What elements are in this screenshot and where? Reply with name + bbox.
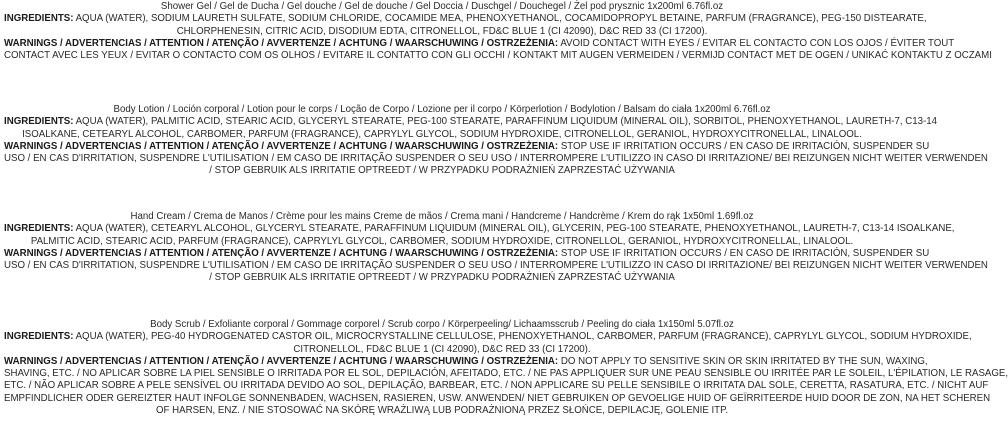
shower-gel-warnings-line-2: CONTACT AVEC LES YEUX / EVITAR O CONTACTO COM OS OLHOS / EVITARE IL CONTATTO CON GLI OCCHI / KONTAKT MIT AUGEN VERMEIDEN / VERMIJD CONTACT MET DE OGEN / UNIKAĆ KONTAKTU Z OCZAMI	[4, 50, 992, 62]
hand-cream-warnings-line-2: USO / EN CAS D'IRRITATION, SUSPENDRE L'UTILISATION / EM CASO DE IRRITAÇÃO SUSPENDER O SEU USO / INTERROMPERE L'UTILIZZO IN CASO DI IRRITAZIONE/ BEI REIZUNGEN NICHT WEITER VERWENDEN	[4, 260, 988, 272]
ingredients-text: AQUA (WATER), PALMITIC ACID, STEARIC ACID, GLYCERYL STEARATE, PEG-100 STEARATE, PARAFFINUM LIQUIDUM (MINERAL OIL), SORBITOL, PHENOXYETHANOL, LAURETH-7, C13-14	[73, 116, 938, 128]
warnings-label: WARNINGS / ADVERTENCIAS / ATTENTION / ATENÇÃO / AVVERTENZE / ACHTUNG / WAARSCHUWING / OSTRZEŻENIA:	[4, 37, 559, 49]
body-lotion-warnings-line-3: / STOP GEBRUIK ALS IRRITATIE OPTREEDT / W PRZYPADKU PODRAŻNIEŃ ZAPRZESTAĆ UŻYWANIA	[209, 165, 675, 177]
warnings-label: WARNINGS / ADVERTENCIAS / ATTENTION / ATENÇÃO / AVVERTENZE / ACHTUNG / WAARSCHUWING / OSTRZEŻENIA:	[4, 355, 559, 367]
body-lotion-warnings-line	[4, 140, 930, 153]
shower-gel-section	[4, 1, 992, 62]
ingredients-label: INGREDIENTS:	[4, 13, 74, 25]
hand-cream-section	[4, 211, 988, 285]
body-scrub-warnings-line-4: EMPFINDLICHER ODER GEREIZTER HAUT INFOLGE SONNENBADEN, WACHSEN, RASIEREN, USW. ANWENDEN/ NIET GEBRUIKEN OP GEVOELIGE HUID OF GEÏRRITEERDE HUID DOOR DE ZON, NA HET SCHEREN	[4, 392, 991, 404]
warnings-text: STOP USE IF IRRITATION OCCURS / EN CASO DE IRRITACIÓN, SUSPENDER SU	[558, 247, 930, 259]
body-scrub-title: Body Scrub / Exfoliante corporal / Gommage corporel / Scrub corpo / Körperpeeling/ Lichaamsscrub / Peeling do ciała 1x150ml 5.07fl.oz	[150, 319, 734, 330]
warnings-label: WARNINGS / ADVERTENCIAS / ATTENTION / ATENÇÃO / AVVERTENZE / ACHTUNG / WAARSCHUWING / OSTRZEŻENIA:	[4, 140, 559, 152]
shower-gel-ingredients-line-2: CHLORPHENESIN, CITRIC ACID, DISODIUM EDTA, CITRONELLOL, FD&C BLUE 1 (CI 42090), D&C RED 33 (CI 17200).	[176, 25, 708, 37]
ingredients-text: AQUA (WATER), CETEARYL ALCOHOL, GLYCERYL STEARATE, PARAFFINUM LIQUIDUM (MINERAL OIL), GLYCERIN, PEG-100 STEARATE, PHENOXYETHANOL, LAURETH-7, C13-14 ISOALKANE,	[73, 223, 955, 235]
warnings-text: STOP USE IF IRRITATION OCCURS / EN CASO DE IRRITACIÓN, SUSPENDER SU	[558, 140, 930, 152]
hand-cream-ingredients-line	[4, 223, 955, 235]
warnings-label: WARNINGS / ADVERTENCIAS / ATTENTION / ATENÇÃO / AVVERTENZE / ACHTUNG / WAARSCHUWING / OSTRZEŻENIA:	[4, 247, 559, 259]
ingredients-text: AQUA (WATER), PEG-40 HYDROGENATED CASTOR OIL, MICROCRYSTALLINE CELLULOSE, PHENOXYETHANOL, CARBOMER, PARFUM (FRAGRANCE), CAPRYLYL GLYCOL, SODIUM HYDROXIDE,	[73, 331, 972, 343]
body-scrub-section	[4, 319, 1008, 417]
hand-cream-ingredients-line-2: PALMITIC ACID, STEARIC ACID, PARFUM (FRAGRANCE), CAPRYLYL GLYCOL, CARBOMER, SODIUM HYDROXIDE, CITRONELLOL, GERANIOL, HYDROXYCITRONELLAL, LINALOOL.	[30, 235, 854, 247]
ingredients-text: AQUA (WATER), SODIUM LAURETH SULFATE, SODIUM CHLORIDE, COCAMIDE MEA, PHENOXYETHANOL, COCAMIDOPROPYL BETAINE, PARFUM (FRAGRANCE), PEG-150 DISTEARATE,	[73, 13, 927, 25]
ingredients-label: INGREDIENTS:	[4, 116, 74, 128]
body-scrub-warnings-line	[4, 355, 928, 368]
body-scrub-warnings-line-5: OF HARSEN, ENZ. / NIE STOSOWAĆ NA SKÓRĘ WRAŻLIWĄ LUB PODRAŻNIONĄ PRZEZ SŁOŃCE, DEPILACJĘ, GOLENIE ITP.	[155, 405, 729, 417]
body-lotion-ingredients-line-2: ISOALKANE, CETEARYL ALCOHOL, CARBOMER, PARFUM (FRAGRANCE), CAPRYLYL GLYCOL, SODIUM HYDROXIDE, CITRONELLOL, GERANIOL, HYDROXYCITRONELLAL, LINALOOL.	[22, 128, 862, 140]
body-lotion-warnings-line-2: USO / EN CAS D'IRRITATION, SUSPENDRE L'UTILISATION / EM CASO DE IRRITAÇÃO SUSPENDER O SEU USO / INTERROMPERE L'UTILIZZO IN CASO DI IRRITAZIONE/ BEI REIZUNGEN NICHT WEITER VERWENDEN	[4, 153, 988, 165]
ingredients-label: INGREDIENTS:	[4, 331, 74, 343]
shower-gel-ingredients-line	[4, 13, 927, 25]
body-scrub-warnings-line-2: SHAVING, ETC. / NO APLICAR SOBRE LA PIEL SENSIBLE O IRRITADA POR EL SOL, DEPILACIÓN, AFEITADO, ETC. / NE PAS APPLIQUER SUR UNE PEAU SENSIBLE OU IRRITÉE PAR LE SOLEIL, L'ÉPILATION, LE RASAGE,	[4, 368, 1008, 380]
hand-cream-warnings-line	[4, 247, 930, 260]
hand-cream-title: Hand Cream / Crema de Manos / Crème pour les mains Creme de mãos / Crema mani / Handcreme / Handcrème / Krem do rąk 1x50ml 1.69fl.oz	[130, 211, 754, 222]
ingredients-label: INGREDIENTS:	[4, 223, 74, 235]
warnings-text: AVOID CONTACT WITH EYES / EVITAR EL CONTACTO CON LOS OJOS / ÉVITER TOUT	[558, 37, 955, 49]
shower-gel-title: Shower Gel / Gel de Ducha / Gel douche / Gel de douche / Gel Doccia / Duschgel / Douchegel / Żel pod prysznic 1x200ml 6.76fl.oz	[160, 1, 724, 12]
hand-cream-warnings-line-3: / STOP GEBRUIK ALS IRRITATIE OPTREEDT / W PRZYPADKU PODRAŻNIEŃ ZAPRZESTAĆ UŻYWANIA	[209, 272, 675, 284]
body-scrub-ingredients-line-2: CITRONELLOL, FD&C BLUE 1 (CI 42090), D&C RED 33 (CI 17200).	[293, 343, 591, 355]
body-lotion-section	[4, 104, 988, 178]
body-lotion-ingredients-line	[4, 116, 938, 128]
shower-gel-warnings-line	[4, 37, 955, 50]
warnings-text: DO NOT APPLY TO SENSITIVE SKIN OR SKIN IRRITATED BY THE SUN, WAXING,	[558, 355, 928, 367]
body-lotion-title: Body Lotion / Loción corporal / Lotion pour le corps / Loção de Corpo / Lozione per il corpo / Körperlotion / Bodylotion / Balsam do ciała 1x200ml 6.76fl.oz	[113, 104, 771, 115]
body-scrub-ingredients-line	[4, 331, 972, 343]
body-scrub-warnings-line-3: ETC. / NÃO APLICAR SOBRE A PELE SENSÍVEL OU IRRITADA DEVIDO AO SOL, DEPILAÇÃO, BARBEAR, ETC. / NON APPLICARE SU PELLE SENSIBILE O IRRITATA DAL SOLE, CERETTA, RASATURA, ETC. / NICHT AUF	[4, 380, 989, 392]
